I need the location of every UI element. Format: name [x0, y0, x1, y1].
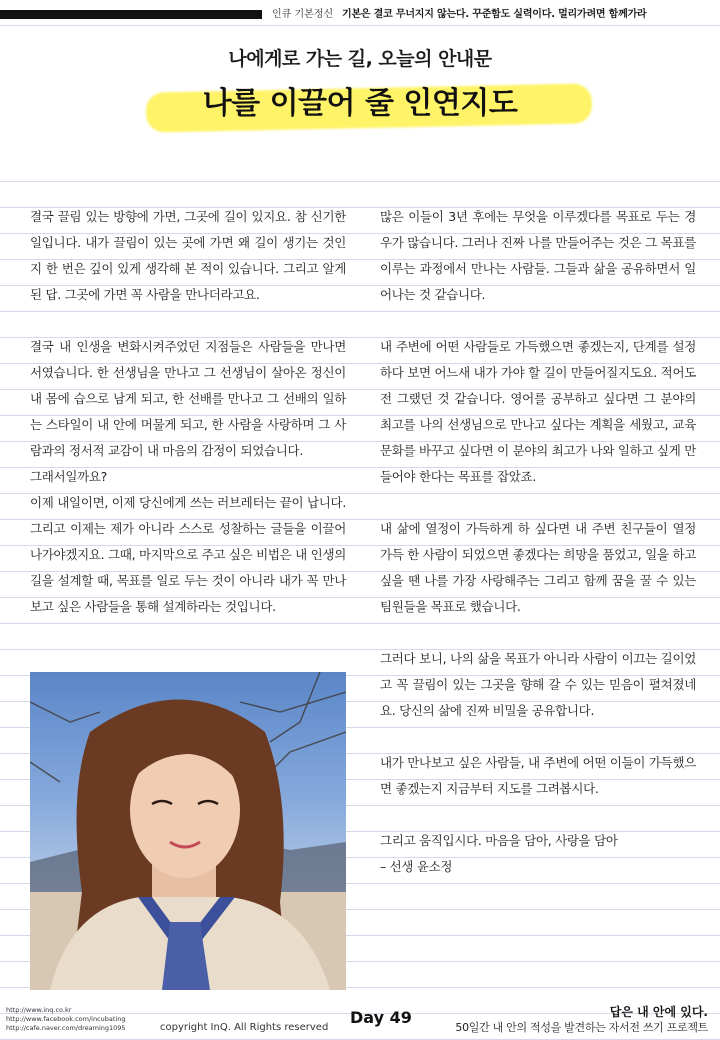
top-bar-motto: 기본은 결코 무너지지 않는다. 꾸준함도 실력이다. 멀리가려면 함께가라 — [342, 9, 647, 20]
top-bar — [0, 8, 720, 22]
footer-link[interactable]: http://cafe.naver.com/dreaming1095 — [6, 1024, 126, 1032]
author-photo — [30, 672, 346, 990]
paragraph-spacer — [380, 724, 696, 750]
footer-links — [6, 1006, 126, 1033]
copyright: copyright InQ. All Rights reserved — [160, 1022, 329, 1033]
header — [0, 30, 720, 160]
project-name: 50일간 내 안의 적성을 발견하는 자서전 쓰기 프로젝트 — [455, 1021, 708, 1034]
top-bar-label: 인큐 기본정신 — [272, 9, 334, 20]
paragraph-spacer — [380, 490, 696, 516]
paragraph: 그리고 움직입시다. 마음을 담아, 사랑을 담아 — [380, 833, 618, 848]
paragraph: 내가 만나보고 싶은 사람들, 내 주변에 어떤 이들이 가득했으면 좋겠는지 지금부터 지도를 그려봅시다. — [380, 755, 696, 796]
right-column — [380, 204, 696, 880]
paragraph: 내 삶에 열정이 가득하게 하 싶다면 내 주변 친구들이 열정 가득 한 사람이 되었으면 좋겠다는 희망을 품었고, 일을 하고 싶을 땐 나를 가장 사랑해주는 그리고 함께 꿈을 꿀 수 있는 팀원들을 목표로 했습니다. — [380, 521, 696, 614]
paragraph-spacer — [380, 620, 696, 646]
footer-tagline — [455, 1004, 708, 1035]
tagline: 답은 내 안에 있다. — [609, 1005, 708, 1019]
paragraph: 내 주변에 어떤 사람들로 가득했으면 좋겠는지, 단계를 설정하다 보면 어느새 내가 가야 할 길이 만들어질지도요. 적어도 전 그랬던 것 같습니다. 영어를 공부하고 싶다면 그 분야의 최고를 나의 선생님으로 만나고 싶다는 계획을 세웠고, 교육 문화를 바꾸고 싶다면 이 분야의 최고가 나와 일하고 싶게 만들어야 한다는 목표를 잡았죠. — [380, 339, 696, 484]
paragraph-spacer — [380, 308, 696, 334]
left-column — [30, 204, 346, 620]
footer-link[interactable]: http://www.facebook.com/incubating — [6, 1015, 126, 1023]
footer-link[interactable]: http://www.inq.co.kr — [6, 1006, 72, 1014]
page-subtitle: 나에게로 가는 길, 오늘의 안내문 — [228, 48, 492, 70]
paragraph: 결국 내 인생을 변화시켜주었던 지점들은 사람들을 만나면서였습니다. 한 선생님을 만나고 그 선생님이 살아온 정신이 내 몸에 습으로 남게 되고, 한 선배를 만나고 그 선배의 일하는 스타일이 내 안에 머물게 되고, 한 사람을 사랑하며 그 사람과의 정서적 교감이 내 마음의 감정이 되었습니다. — [30, 339, 346, 458]
top-bar-stripe — [0, 10, 262, 19]
paragraph: 그래서일까요? — [30, 469, 107, 484]
paragraph-spacer — [30, 308, 346, 334]
paragraph: 결국 끌림 있는 방향에 가면, 그곳에 길이 있지요. 참 신기한 일입니다. 내가 끌림이 있는 곳에 가면 왜 길이 생기는 것인지 한 번은 깊이 있게 생각해 본 적이 있습니다. 그리고 알게 된 답. 그곳에 가면 꼭 사람을 만나더라고요. — [30, 209, 346, 302]
signature: – 선생 윤소정 — [380, 859, 453, 874]
author-photo-illustration — [30, 672, 346, 990]
paragraph: 그러다 보니, 나의 삶을 목표가 아니라 사람이 이끄는 길이었고 꼭 끌림이 있는 그곳을 향해 갈 수 있는 믿음이 펼쳐졌네요. 당신의 삶에 진짜 비밀을 공유합니다. — [380, 651, 696, 718]
paragraph: 많은 이들이 3년 후에는 무엇을 이루겠다를 목표로 두는 경우가 많습니다. 그러나 진짜 나를 만들어주는 것은 그 목표를 이루는 과정에서 만나는 사람들. 그들과 삶을 공유하면서 일어나는 것 같습니다. — [380, 209, 696, 302]
day-label: Day 49 — [350, 1008, 412, 1027]
page-title: 나를 이끌어 줄 인연지도 — [202, 86, 518, 121]
paragraph: 이제 내일이면, 이제 당신에게 쓰는 러브레터는 끝이 납니다. 그리고 이제는 제가 아니라 스스로 성찰하는 글들을 이끌어 나가야겠지요. 그때, 마지막으로 주고 싶은 비법은 내 인생의 길을 설계할 때, 목표를 일로 두는 것이 아니라 내가 꼭 만나보고 싶은 사람들을 통해 설계하라는 것입니다. — [30, 495, 346, 614]
paragraph-spacer — [380, 802, 696, 828]
